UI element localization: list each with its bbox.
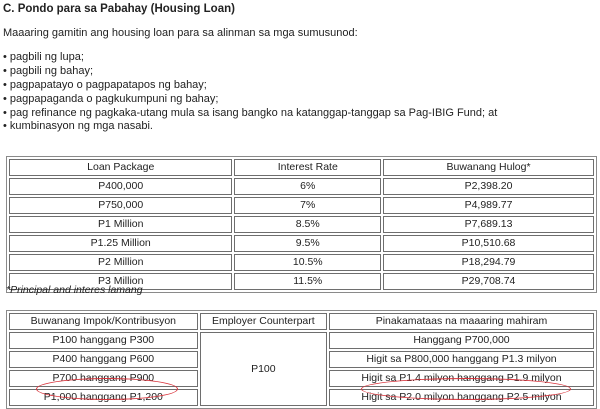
employer-counterpart-cell: P100 [200, 332, 327, 406]
loan-package-cell: P400,000 [9, 178, 232, 195]
table-row [9, 235, 594, 252]
monthly-payment-cell: P10,510.68 [383, 235, 594, 252]
table-row [9, 216, 594, 233]
max-loanable-cell: Hanggang P700,000 [329, 332, 594, 349]
purpose-list [3, 51, 497, 134]
header-employer-counterpart: Employer Counterpart [200, 313, 327, 330]
header-monthly-contribution: Buwanang Impok/Kontribusyon [9, 313, 198, 330]
interest-rate-cell: 6% [234, 178, 381, 195]
table-header-row [9, 313, 594, 330]
monthly-payment-cell: P4,989.77 [383, 197, 594, 214]
interest-rate-cell: 8.5% [234, 216, 381, 233]
monthly-payment-cell: P7,689.13 [383, 216, 594, 233]
table-header-row [9, 159, 594, 176]
list-item: • kumbinasyon ng mga nasabi. [3, 120, 153, 133]
header-max-loanable: Pinakamataas na maaaring mahiram [329, 313, 594, 330]
header-interest-rate: Interest Rate [234, 159, 381, 176]
loan-package-table [6, 156, 597, 293]
loan-package-cell: P1 Million [9, 216, 232, 233]
interest-rate-cell: 7% [234, 197, 381, 214]
intro-text: Maaaring gamitin ang housing loan para sa alinman sa mga sumusunod: [3, 27, 358, 39]
list-item: • pagbili ng bahay; [3, 64, 94, 77]
interest-rate-cell: 11.5% [234, 273, 381, 290]
header-loan-package: Loan Package [9, 159, 232, 176]
monthly-payment-cell: P18,294.79 [383, 254, 594, 271]
max-loanable-cell: Higit sa P2.0 milyon hanggang P2.5 milyon [329, 389, 594, 406]
loan-package-cell: P750,000 [9, 197, 232, 214]
loan-package-cell: P3 Million [9, 273, 232, 290]
table-row [9, 197, 594, 214]
section-title: C. Pondo para sa Pabahay (Housing Loan) [3, 3, 235, 15]
interest-rate-cell: 9.5% [234, 235, 381, 252]
table-row [9, 254, 594, 271]
contribution-cell: P100 hanggang P300 [9, 332, 198, 349]
header-monthly-payment: Buwanang Hulog* [383, 159, 594, 176]
table-row [9, 178, 594, 195]
list-item: • pag refinance ng pagkaka-utang mula sa isang bangko na katanggap-tanggap sa Pag-IBIG Fund; at [3, 106, 498, 119]
contribution-cell: P700 hanggang P900 [9, 370, 198, 387]
list-item: • pagbili ng lupa; [3, 51, 84, 63]
loan-package-cell: P2 Million [9, 254, 232, 271]
contribution-cell: P400 hanggang P600 [9, 351, 198, 368]
list-item: • pagpapaganda o pagkukumpuni ng bahay; [3, 92, 219, 105]
interest-rate-cell: 10.5% [234, 254, 381, 271]
footnote: *Principal and interes lamang [6, 284, 143, 296]
loan-package-cell: P1.25 Million [9, 235, 232, 252]
table-row [9, 332, 594, 349]
max-loanable-cell: Higit sa P1.4 milyon hanggang P1.9 milyon [329, 370, 594, 387]
contribution-cell: P1,000 hanggang P1,200 [9, 389, 198, 406]
monthly-payment-cell: P2,398.20 [383, 178, 594, 195]
max-loanable-cell: Higit sa P800,000 hanggang P1.3 milyon [329, 351, 594, 368]
list-item: • pagpapatayo o pagpapatapos ng bahay; [3, 78, 207, 91]
monthly-payment-cell: P29,708.74 [383, 273, 594, 290]
contribution-table [6, 310, 597, 409]
